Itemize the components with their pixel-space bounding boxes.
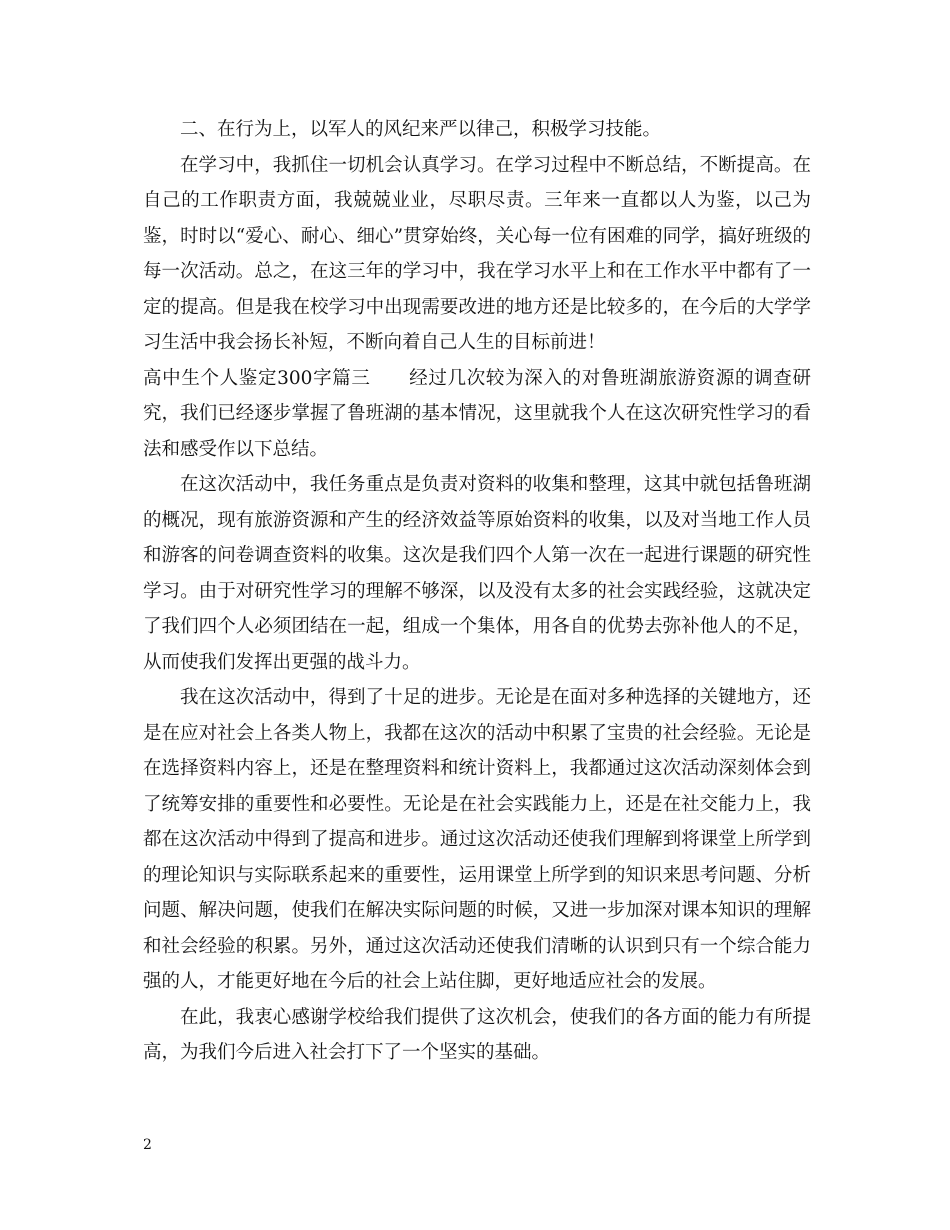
document-body bbox=[143, 112, 811, 1071]
paragraph-progress: 我在这次活动中，得到了十足的进步。无论是在面对多种选择的关键地方，还是在应对社会上各类人物上，我都在这次的活动中积累了宝贵的社会经验。无论是在选择资料内容上，还是在整理资料和统计资料上，我都通过这次活动深刻体会到了统筹安排的重要性和必要性。无论是在社会实践能力上，还是在社交能力上，我都在这次活动中得到了提高和进步。通过这次活动还使我们理解到将课堂上所学到的理论知识与实际联系起来的重要性，运用课堂上所学到的知识来思考问题、分析问题、解决问题，使我们在解决实际问题的时候，又进一步加深对课本知识的理解和社会经验的积累。另外，通过这次活动还使我们清晰的认识到只有一个综合能力强的人，才能更好地在今后的社会上站住脚，更好地适应社会的发展。 bbox=[143, 687, 811, 992]
paragraph-section-three bbox=[143, 361, 811, 468]
paragraph-task-focus: 在这次活动中，我任务重点是负责对资料的收集和整理，这其中就包括鲁班湖的概况，现有旅游资源和产生的经济效益等原始资料的收集，以及对当地工作人员和游客的问卷调查资料的收集。这次是我们四个人第一次在一起进行课题的研究性学习。由于对研究性学习的理解不够深，以及没有太多的社会实践经验，这就决定了我们四个人必须团结在一起，组成一个集体，用各自的优势去弥补他人的不足，从而使我们发挥出更强的战斗力。 bbox=[143, 474, 811, 673]
paragraph-behavior-discipline: 二、在行为上，以军人的风纪来严以律己，积极学习技能。 bbox=[180, 119, 662, 140]
paragraph-study-summary: 在学习中，我抓住一切机会认真学习。在学习过程中不断总结，不断提高。在自己的工作职责方面，我兢兢业业，尽职尽责。三年来一直都以人为鉴，以己为鉴，时时以“爱心、耐心、细心”贯穿始终，关心每一位有困难的同学，搞好班级的每一次活动。总之，在这三年的学习中，我在学习水平上和在工作水平中都有了一定的提高。但是我在校学习中出现需要改进的地方还是比较多的，在今后的大学学习生活中我会扬长补短，不断向着自己人生的目标前进！ bbox=[143, 154, 811, 353]
section-heading: 高中生个人鉴定300字篇三 bbox=[143, 367, 371, 389]
section-intro-text: 经过几次较为深入的对鲁班湖旅游资源的调查研究，我们已经逐步掌握了鲁班湖的基本情况，这里就我个人在这次研究性学习的看法和感受作以下总结。 bbox=[143, 367, 811, 460]
page-number: 2 bbox=[143, 1137, 152, 1153]
paragraph-thanks: 在此，我衷心感谢学校给我们提供了这次机会，使我们的各方面的能力有所提高，为我们今后进入社会打下了一个坚实的基础。 bbox=[143, 1006, 811, 1063]
